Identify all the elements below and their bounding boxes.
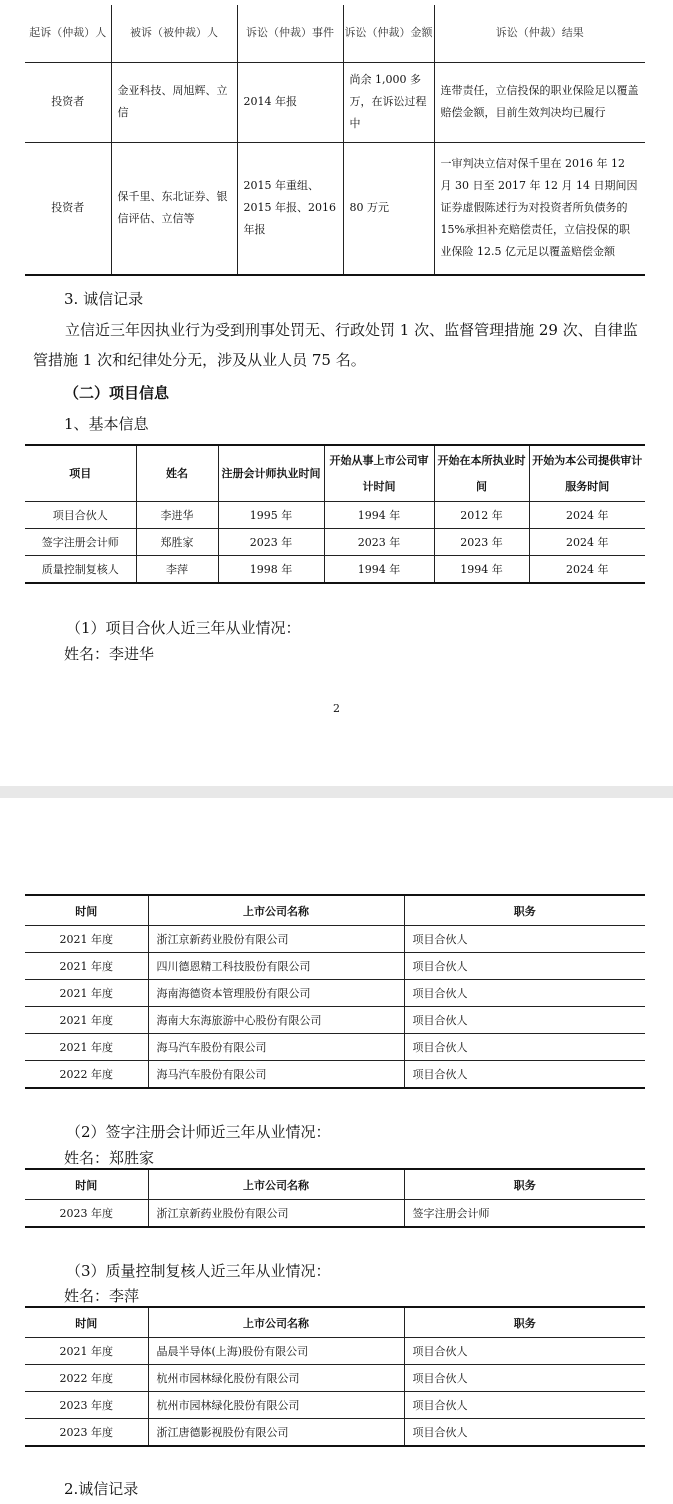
year-cell: 2022 年度 (25, 1061, 148, 1089)
reviewer-history-table (25, 1306, 645, 1447)
year-cell: 1994 年 (324, 502, 434, 529)
role-cell: 项目合伙人 (404, 1034, 645, 1061)
role-cell: 项目合伙人 (404, 1061, 645, 1089)
year-cell: 1994 年 (434, 556, 529, 584)
company-cell: 杭州市园林绿化股份有限公司 (148, 1392, 404, 1419)
table-row (25, 926, 645, 953)
role-cell: 项目合伙人 (404, 980, 645, 1007)
role-cell: 签字注册会计师 (25, 529, 136, 556)
plaintiff-cell: 投资者 (25, 62, 111, 142)
table-row (25, 1365, 645, 1392)
year-cell: 2012 年 (434, 502, 529, 529)
hist-header: 职务 (404, 1169, 645, 1200)
table-row (25, 1338, 645, 1365)
year-cell: 2021 年度 (25, 1338, 148, 1365)
year-cell: 2021 年度 (25, 980, 148, 1007)
litigation-header: 诉讼（仲裁）金额 (343, 5, 434, 62)
page-number: 2 (333, 702, 340, 715)
role-cell: 项目合伙人 (404, 1338, 645, 1365)
plaintiff-cell: 投资者 (25, 142, 111, 275)
role-cell: 项目合伙人 (404, 1007, 645, 1034)
year-cell: 2023 年 (324, 529, 434, 556)
year-cell: 1998 年 (218, 556, 324, 584)
litigation-header: 诉讼（仲裁）结果 (434, 5, 645, 62)
hist-header: 时间 (25, 1169, 148, 1200)
basic-header: 开始在本所执业时间 (434, 445, 529, 502)
table-row (25, 62, 645, 142)
hist-header: 时间 (25, 895, 148, 926)
partner-history-title: （1）项目合伙人近三年从业情况： (66, 619, 301, 637)
hist-header: 职务 (404, 1307, 645, 1338)
company-cell: 四川德恩精工科技股份有限公司 (148, 953, 404, 980)
credit-body: 立信近三年因执业行为受到刑事处罚无、行政处罚 1 次、监督管理措施 29 次、自律监管措施 1 次和纪律处分无，涉及从业人员 75 名。 (33, 321, 638, 369)
table-row (25, 142, 645, 275)
company-cell: 浙江京新药业股份有限公司 (148, 926, 404, 953)
amount-cell: 80 万元 (343, 142, 434, 275)
reviewer-name: 姓名：李萍 (64, 1287, 140, 1305)
year-cell: 2021 年度 (25, 926, 148, 953)
year-cell: 2023 年 (218, 529, 324, 556)
year-cell: 2023 年度 (25, 1200, 148, 1228)
name-cell: 李进华 (136, 502, 218, 529)
litigation-header-row (25, 5, 645, 62)
role-cell: 质量控制复核人 (25, 556, 136, 584)
table-row (25, 1007, 645, 1034)
basic-header: 注册会计师执业时间 (218, 445, 324, 502)
company-cell: 海马汽车股份有限公司 (148, 1034, 404, 1061)
basic-header: 开始为本公司提供审计服务时间 (529, 445, 645, 502)
event-cell: 2015 年重组、2015 年报、2016 年报 (237, 142, 343, 275)
table-row (25, 529, 645, 556)
table-row (25, 1034, 645, 1061)
role-cell: 项目合伙人 (404, 1365, 645, 1392)
year-cell: 2021 年度 (25, 1034, 148, 1061)
basic-info-table (25, 444, 645, 584)
role-cell: 签字注册会计师 (404, 1200, 645, 1228)
project-heading: （二）项目信息 (64, 384, 170, 402)
page-separator (0, 786, 673, 798)
role-cell: 项目合伙人 (404, 953, 645, 980)
basic-header: 开始从事上市公司审计时间 (324, 445, 434, 502)
year-cell: 2023 年度 (25, 1392, 148, 1419)
name-cell: 李萍 (136, 556, 218, 584)
year-cell: 2021 年度 (25, 1007, 148, 1034)
table-row (25, 1061, 645, 1089)
litigation-header: 被诉（被仲裁）人 (111, 5, 237, 62)
table-row (25, 556, 645, 584)
hist-header: 上市公司名称 (148, 895, 404, 926)
credit-title: 3. 诚信记录 (64, 290, 144, 308)
basic-info-title: 1、基本信息 (64, 415, 149, 433)
year-cell: 1995 年 (218, 502, 324, 529)
partner-history-table (25, 894, 645, 1089)
year-cell: 2024 年 (529, 529, 645, 556)
company-cell: 晶晨半导体(上海)股份有限公司 (148, 1338, 404, 1365)
table-row (25, 953, 645, 980)
result-cell: 连带责任，立信投保的职业保险足以覆盖赔偿金额，目前生效判决均已履行 (434, 62, 645, 142)
company-cell: 海南海德资本管理股份有限公司 (148, 980, 404, 1007)
company-cell: 海南大东海旅游中心股份有限公司 (148, 1007, 404, 1034)
company-cell: 海马汽车股份有限公司 (148, 1061, 404, 1089)
year-cell: 2023 年度 (25, 1419, 148, 1447)
year-cell: 2024 年 (529, 556, 645, 584)
amount-cell: 尚余 1,000 多万，在诉讼过程中 (343, 62, 434, 142)
hist-header-row (25, 1307, 645, 1338)
year-cell: 1994 年 (324, 556, 434, 584)
role-cell: 项目合伙人 (404, 926, 645, 953)
year-cell: 2023 年 (434, 529, 529, 556)
table-row (25, 1392, 645, 1419)
defendant-cell: 保千里、东北证券、银信评估、立信等 (111, 142, 237, 275)
role-cell: 项目合伙人 (404, 1392, 645, 1419)
signing-history-table (25, 1168, 645, 1228)
hist-header-row (25, 895, 645, 926)
partner-name: 姓名：李进华 (64, 645, 155, 663)
company-cell: 杭州市园林绿化股份有限公司 (148, 1365, 404, 1392)
hist-header: 职务 (404, 895, 645, 926)
signing-history-title: （2）签字注册会计师近三年从业情况： (66, 1123, 331, 1141)
litigation-table (25, 5, 645, 276)
table-row (25, 502, 645, 529)
company-cell: 浙江唐德影视股份有限公司 (148, 1419, 404, 1447)
hist-header-row (25, 1169, 645, 1200)
role-cell: 项目合伙人 (25, 502, 136, 529)
hist-header: 上市公司名称 (148, 1169, 404, 1200)
table-row (25, 980, 645, 1007)
year-cell: 2024 年 (529, 502, 645, 529)
year-cell: 2022 年度 (25, 1365, 148, 1392)
litigation-header: 诉讼（仲裁）事件 (237, 5, 343, 62)
name-cell: 郑胜家 (136, 529, 218, 556)
year-cell: 2021 年度 (25, 953, 148, 980)
basic-header-row (25, 445, 645, 502)
table-row (25, 1419, 645, 1447)
company-cell: 浙江京新药业股份有限公司 (148, 1200, 404, 1228)
basic-header: 项目 (25, 445, 136, 502)
role-cell: 项目合伙人 (404, 1419, 645, 1447)
footer-heading: 2.诚信记录 (64, 1480, 139, 1498)
event-cell: 2014 年报 (237, 62, 343, 142)
defendant-cell: 金亚科技、周旭辉、立信 (111, 62, 237, 142)
reviewer-history-title: （3）质量控制复核人近三年从业情况： (66, 1262, 331, 1280)
result-cell: 一审判决立信对保千里在 2016 年 12 月 30 日至 2017 年 12 月 14 日期间因证券虚假陈述行为对投资者所负债务的 15%承担补充赔偿责任，立信投保的职业保险 12.5 亿元足以覆盖赔偿金额 (434, 142, 645, 275)
hist-header: 上市公司名称 (148, 1307, 404, 1338)
litigation-header: 起诉（仲裁）人 (25, 5, 111, 62)
signing-name: 姓名：郑胜家 (64, 1149, 155, 1167)
hist-header: 时间 (25, 1307, 148, 1338)
basic-header: 姓名 (136, 445, 218, 502)
table-row (25, 1200, 645, 1228)
